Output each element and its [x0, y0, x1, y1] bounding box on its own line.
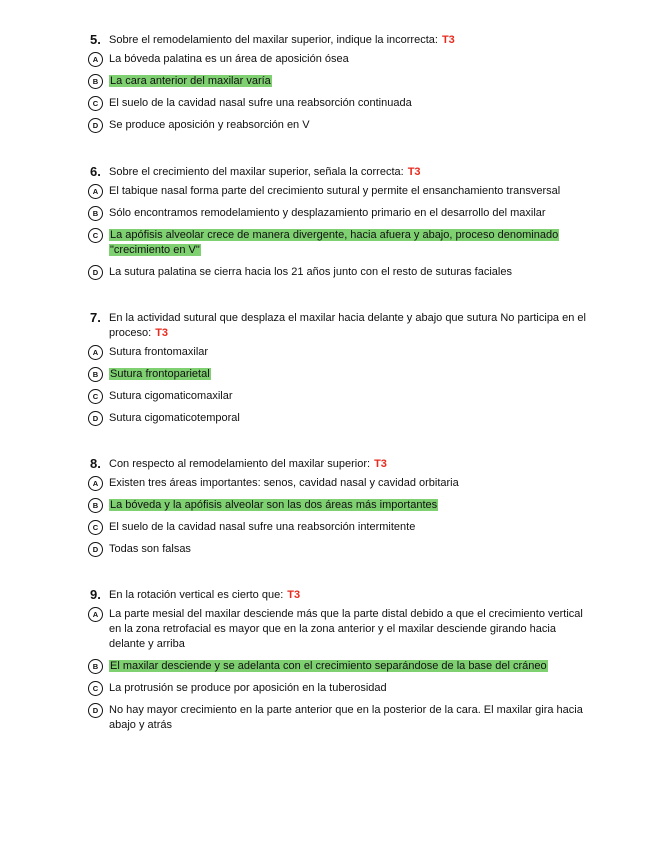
question-stem — [88, 165, 588, 180]
option-letter-circle: A — [88, 476, 103, 491]
topic-tag: T3 — [155, 327, 169, 339]
question-text: En la actividad sutural que desplaza el maxilar hacia delante y abajo que sutura No participa en el proceso: — [109, 312, 586, 339]
option-letter-circle: C — [88, 228, 103, 243]
topic-tag: T3 — [287, 589, 301, 601]
option-text: Todas son falsas — [109, 543, 191, 555]
option-letter-circle: C — [88, 681, 103, 696]
option-text-highlighted: La cara anterior del maxilar varía — [110, 75, 271, 87]
question-text: Sobre el crecimiento del maxilar superior, señala la correcta: — [109, 166, 404, 178]
option-letter-circle: B — [88, 74, 103, 89]
option-text: No hay mayor crecimiento en la parte anterior que en la posterior de la cara. El maxilar gira hacia abajo y atrás — [109, 704, 583, 731]
option-a[interactable] — [88, 52, 588, 67]
option-c[interactable] — [88, 389, 588, 404]
question-stem — [88, 588, 588, 603]
option-text: La bóveda palatina es un área de aposición ósea — [109, 53, 349, 65]
question-8 — [88, 457, 588, 564]
option-c[interactable] — [88, 520, 588, 535]
question-7 — [88, 311, 588, 433]
option-letter-circle: B — [88, 659, 103, 674]
topic-tag: T3 — [374, 458, 387, 470]
option-text: Existen tres áreas importantes: senos, cavidad nasal y cavidad orbitaria — [109, 477, 459, 489]
option-d[interactable] — [88, 542, 588, 557]
option-text-highlighted: La apófisis alveolar crece de manera divergente, hacia afuera y abajo, proceso denominado "crecimiento en V" — [110, 229, 559, 256]
option-text: La sutura palatina se cierra hacia los 21 años junto con el resto de suturas faciales — [109, 266, 512, 278]
option-letter-circle: A — [88, 607, 103, 622]
option-letter-circle: C — [88, 96, 103, 111]
option-letter-circle: A — [88, 345, 103, 360]
option-d[interactable] — [88, 265, 588, 280]
option-letter-circle: D — [88, 118, 103, 133]
question-stem — [88, 33, 588, 48]
option-text: La parte mesial del maxilar desciende más que la parte distal debido a que el crecimiento vertical en la zona retrofacial es mayor que en la zona anterior y el maxilar desciende girando hacia delante y arriba — [109, 608, 583, 650]
option-text: Sutura cigomaticomaxilar — [109, 390, 233, 402]
question-number: 5. — [90, 32, 101, 47]
question-text: Con respecto al remodelamiento del maxilar superior: — [109, 458, 371, 470]
option-letter-circle: D — [88, 703, 103, 718]
option-d[interactable] — [88, 411, 588, 426]
option-text: Sutura cigomaticotemporal — [109, 412, 240, 424]
question-text: Sobre el remodelamiento del maxilar superior, indique la incorrecta: — [109, 34, 438, 46]
option-text: El suelo de la cavidad nasal sufre una reabsorción continuada — [109, 97, 412, 109]
question-number: 9. — [90, 587, 101, 602]
option-text: Se produce aposición y reabsorción en V — [109, 119, 310, 131]
option-b[interactable] — [88, 206, 588, 221]
option-b-correct[interactable] — [88, 367, 588, 382]
question-stem — [88, 457, 588, 472]
topic-tag: T3 — [407, 166, 421, 178]
option-text-highlighted: Sutura frontoparietal — [110, 368, 210, 380]
option-letter-circle: A — [88, 184, 103, 199]
option-text-highlighted: El maxilar desciende y se adelanta con el crecimiento separándose de la base del cráneo — [110, 660, 547, 672]
option-text: La protrusión se produce por aposición en la tuberosidad — [109, 682, 387, 694]
option-letter-circle: B — [88, 498, 103, 513]
option-a[interactable] — [88, 476, 588, 491]
option-c[interactable] — [88, 681, 588, 696]
option-letter-circle: C — [88, 520, 103, 535]
option-letter-circle: A — [88, 52, 103, 67]
option-a[interactable] — [88, 184, 588, 199]
option-b-correct[interactable] — [88, 659, 588, 674]
question-number: 8. — [90, 456, 101, 471]
option-text: Sólo encontramos remodelamiento y desplazamiento primario en el desarrollo del maxilar — [109, 207, 546, 219]
option-d[interactable] — [88, 703, 588, 733]
option-text: El suelo de la cavidad nasal sufre una reabsorción intermitente — [109, 521, 416, 533]
question-text: En la rotación vertical es cierto que: — [109, 589, 284, 601]
option-b-correct[interactable] — [88, 498, 588, 513]
option-b-correct[interactable] — [88, 74, 588, 89]
question-6 — [88, 165, 588, 287]
option-text: El tabique nasal forma parte del crecimiento sutural y permite el ensanchamiento transversal — [109, 185, 561, 197]
option-d[interactable] — [88, 118, 588, 133]
question-5 — [88, 33, 588, 140]
option-text-highlighted: La bóveda y la apófisis alveolar son las dos áreas más importantes — [110, 499, 438, 511]
question-9 — [88, 588, 588, 740]
option-c-correct[interactable] — [88, 228, 588, 258]
topic-tag: T3 — [441, 34, 455, 46]
option-letter-circle: D — [88, 411, 103, 426]
option-letter-circle: C — [88, 389, 103, 404]
option-c[interactable] — [88, 96, 588, 111]
option-letter-circle: B — [88, 367, 103, 382]
option-a[interactable] — [88, 345, 588, 360]
question-stem — [88, 311, 588, 341]
question-number: 7. — [90, 310, 101, 325]
option-letter-circle: D — [88, 265, 103, 280]
option-letter-circle: B — [88, 206, 103, 221]
question-number: 6. — [90, 164, 101, 179]
option-text: Sutura frontomaxilar — [109, 346, 209, 358]
option-a[interactable] — [88, 607, 588, 652]
option-letter-circle: D — [88, 542, 103, 557]
